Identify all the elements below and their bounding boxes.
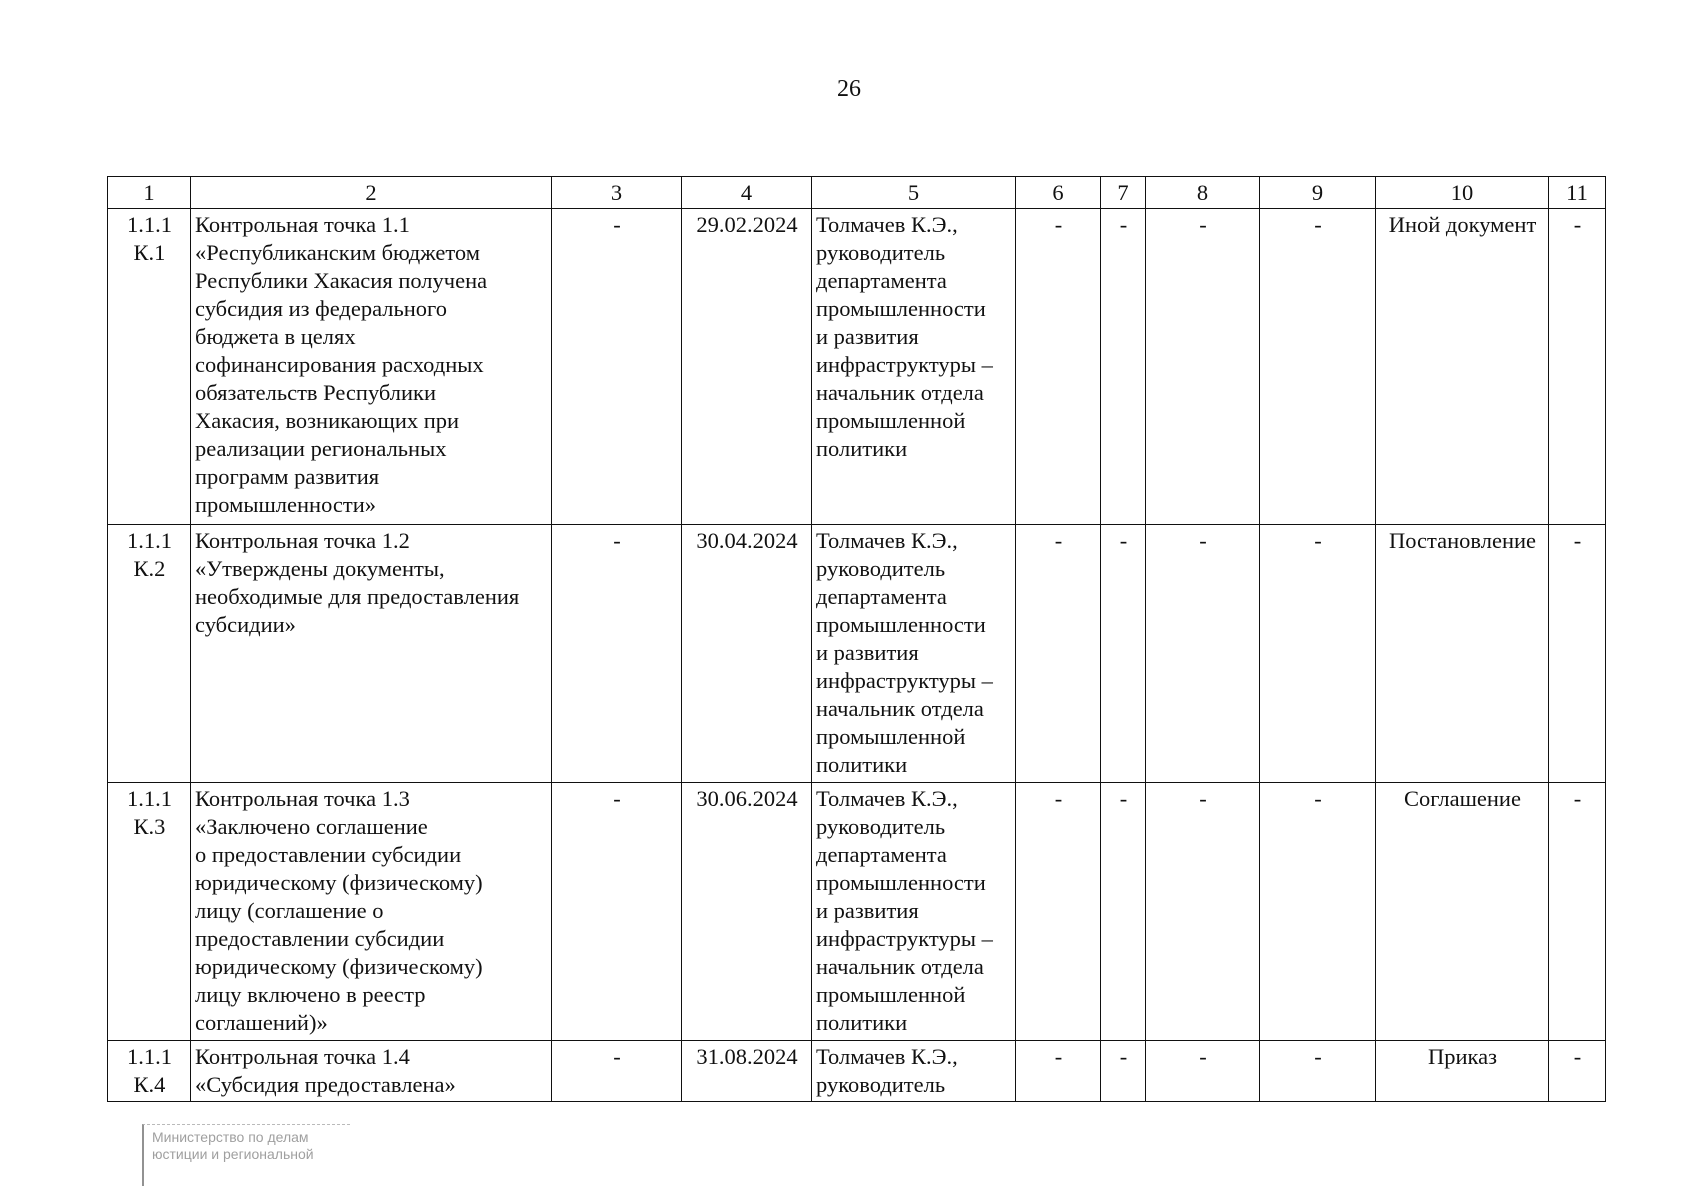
- responsible-cell-line: промышленной: [816, 724, 966, 749]
- column-header: 4: [682, 177, 812, 209]
- responsible-cell-line: начальник отдела: [816, 380, 984, 405]
- control-point-cell-line: субсидия из федерального: [195, 296, 447, 321]
- responsible-cell-line: Толмачев К.Э.,: [816, 1044, 958, 1069]
- col3-cell: -: [552, 1041, 682, 1102]
- document-type-cell: Приказ: [1376, 1041, 1549, 1102]
- responsible-cell-line: промышленной: [816, 408, 966, 433]
- control-point-cell-line: лицу включено в реестр: [195, 982, 426, 1007]
- responsible-cell-line: и развития: [816, 898, 919, 923]
- control-point-cell-line: Хакасия, возникающих при: [195, 408, 460, 433]
- control-point-cell: [191, 783, 552, 1041]
- control-point-cell-line: софинансирования расходных: [195, 352, 484, 377]
- responsible-cell-line: Толмачев К.Э.,: [816, 212, 958, 237]
- col8-cell: -: [1146, 209, 1260, 525]
- col3-cell: -: [552, 209, 682, 525]
- responsible-cell: [812, 209, 1016, 525]
- table-body: [108, 209, 1606, 1102]
- row-number-cell-line: 1.1.1: [127, 786, 172, 811]
- responsible-cell-line: промышленности: [816, 870, 986, 895]
- responsible-cell-line: и развития: [816, 324, 919, 349]
- column-header: 5: [812, 177, 1016, 209]
- col7-cell: -: [1101, 525, 1146, 783]
- row-number-cell: [108, 209, 191, 525]
- responsible-cell-line: Толмачев К.Э.,: [816, 786, 958, 811]
- control-point-cell-line: необходимые для предоставления: [195, 584, 520, 609]
- row-number-cell: [108, 1041, 191, 1102]
- col6-cell: -: [1016, 525, 1101, 783]
- table-row: [108, 1041, 1606, 1102]
- col9-cell: -: [1260, 1041, 1376, 1102]
- col9-cell: -: [1260, 209, 1376, 525]
- col11-cell: -: [1549, 1041, 1606, 1102]
- header-row: [108, 177, 1606, 209]
- control-point-cell-line: «Утверждены документы,: [195, 556, 445, 581]
- col3-cell: -: [552, 525, 682, 783]
- control-point-cell-line: субсидии»: [195, 612, 296, 637]
- responsible-cell: [812, 525, 1016, 783]
- column-header: 7: [1101, 177, 1146, 209]
- control-point-cell-line: бюджета в целях: [195, 324, 356, 349]
- row-number-cell-line: К.2: [133, 556, 166, 581]
- responsible-cell: [812, 783, 1016, 1041]
- responsible-cell: [812, 1041, 1016, 1102]
- row-number-cell: [108, 783, 191, 1041]
- date-cell: 29.02.2024: [682, 209, 812, 525]
- responsible-cell-line: руководитель: [816, 240, 946, 265]
- col11-cell: -: [1549, 783, 1606, 1041]
- control-point-cell-line: обязательств Республики: [195, 380, 437, 405]
- registration-stamp: [142, 1124, 350, 1186]
- control-points-table: [107, 176, 1606, 1102]
- responsible-cell-line: и развития: [816, 640, 919, 665]
- responsible-cell-line: инфраструктуры –: [816, 926, 993, 951]
- col8-cell: -: [1146, 783, 1260, 1041]
- col8-cell: -: [1146, 525, 1260, 783]
- responsible-cell-line: политики: [816, 436, 908, 461]
- document-type-cell: Соглашение: [1376, 783, 1549, 1041]
- row-number-cell-line: 1.1.1: [127, 1044, 172, 1069]
- table-row: [108, 209, 1606, 525]
- responsible-cell-line: департамента: [816, 842, 947, 867]
- responsible-cell-line: начальник отдела: [816, 696, 984, 721]
- col11-cell: -: [1549, 209, 1606, 525]
- control-point-cell-line: лицу (соглашение о: [195, 898, 384, 923]
- control-point-cell-line: юридическому (физическому): [195, 870, 483, 895]
- col9-cell: -: [1260, 525, 1376, 783]
- responsible-cell-line: департамента: [816, 584, 947, 609]
- stamp-line: юстиции и региональной: [152, 1146, 314, 1162]
- document-type-cell: Постановление: [1376, 525, 1549, 783]
- col3-cell: -: [552, 783, 682, 1041]
- responsible-cell-line: Толмачев К.Э.,: [816, 528, 958, 553]
- row-number-cell-line: 1.1.1: [127, 212, 172, 237]
- control-point-cell: [191, 1041, 552, 1102]
- responsible-cell-line: промышленности: [816, 296, 986, 321]
- responsible-cell-line: руководитель: [816, 814, 946, 839]
- control-point-cell-line: Контрольная точка 1.4: [195, 1044, 410, 1069]
- responsible-cell-line: промышленной: [816, 982, 966, 1007]
- column-header: 1: [108, 177, 191, 209]
- control-point-cell-line: Республики Хакасия получена: [195, 268, 488, 293]
- column-header: 11: [1549, 177, 1606, 209]
- responsible-cell-line: инфраструктуры –: [816, 668, 993, 693]
- col9-cell: -: [1260, 783, 1376, 1041]
- responsible-cell-line: руководитель: [816, 556, 946, 581]
- control-point-cell-line: о предоставлении субсидии: [195, 842, 462, 867]
- control-point-cell: [191, 209, 552, 525]
- responsible-cell-line: инфраструктуры –: [816, 352, 993, 377]
- column-header: 2: [191, 177, 552, 209]
- control-point-cell-line: юридическому (физическому): [195, 954, 483, 979]
- column-header: 3: [552, 177, 682, 209]
- column-header: 10: [1376, 177, 1549, 209]
- control-point-cell-line: промышленности»: [195, 492, 377, 517]
- col6-cell: -: [1016, 783, 1101, 1041]
- responsible-cell-line: промышленности: [816, 612, 986, 637]
- column-header: 6: [1016, 177, 1101, 209]
- control-point-cell-line: «Республиканским бюджетом: [195, 240, 480, 265]
- control-point-cell-line: «Субсидия предоставлена»: [195, 1072, 456, 1097]
- row-number-cell-line: К.1: [133, 240, 166, 265]
- date-cell: 30.06.2024: [682, 783, 812, 1041]
- responsible-cell-line: политики: [816, 752, 908, 777]
- control-point-cell-line: Контрольная точка 1.3: [195, 786, 410, 811]
- col6-cell: -: [1016, 1041, 1101, 1102]
- control-point-cell-line: предоставлении субсидии: [195, 926, 445, 951]
- table-row: [108, 783, 1606, 1041]
- responsible-cell-line: начальник отдела: [816, 954, 984, 979]
- responsible-cell-line: руководитель: [816, 1072, 946, 1097]
- control-point-cell-line: программ развития: [195, 464, 380, 489]
- date-cell: 31.08.2024: [682, 1041, 812, 1102]
- document-type-cell: Иной документ: [1376, 209, 1549, 525]
- col8-cell: -: [1146, 1041, 1260, 1102]
- page-number: 26: [837, 76, 861, 102]
- responsible-cell-line: политики: [816, 1010, 908, 1035]
- column-header: 9: [1260, 177, 1376, 209]
- stamp-line: Министерство по делам: [152, 1129, 309, 1145]
- row-number-cell-line: К.4: [133, 1072, 166, 1097]
- col7-cell: -: [1101, 1041, 1146, 1102]
- control-point-cell-line: Контрольная точка 1.1: [195, 212, 410, 237]
- control-point-cell-line: соглашений)»: [195, 1010, 328, 1035]
- col7-cell: -: [1101, 783, 1146, 1041]
- control-point-cell: [191, 525, 552, 783]
- table-row: [108, 525, 1606, 783]
- row-number-cell: [108, 525, 191, 783]
- control-point-cell-line: реализации региональных: [195, 436, 447, 461]
- row-number-cell-line: 1.1.1: [127, 528, 172, 553]
- col11-cell: -: [1549, 525, 1606, 783]
- control-point-cell-line: «Заключено соглашение: [195, 814, 428, 839]
- date-cell: 30.04.2024: [682, 525, 812, 783]
- col7-cell: -: [1101, 209, 1146, 525]
- row-number-cell-line: К.3: [133, 814, 166, 839]
- control-point-cell-line: Контрольная точка 1.2: [195, 528, 410, 553]
- column-header: 8: [1146, 177, 1260, 209]
- col6-cell: -: [1016, 209, 1101, 525]
- responsible-cell-line: департамента: [816, 268, 947, 293]
